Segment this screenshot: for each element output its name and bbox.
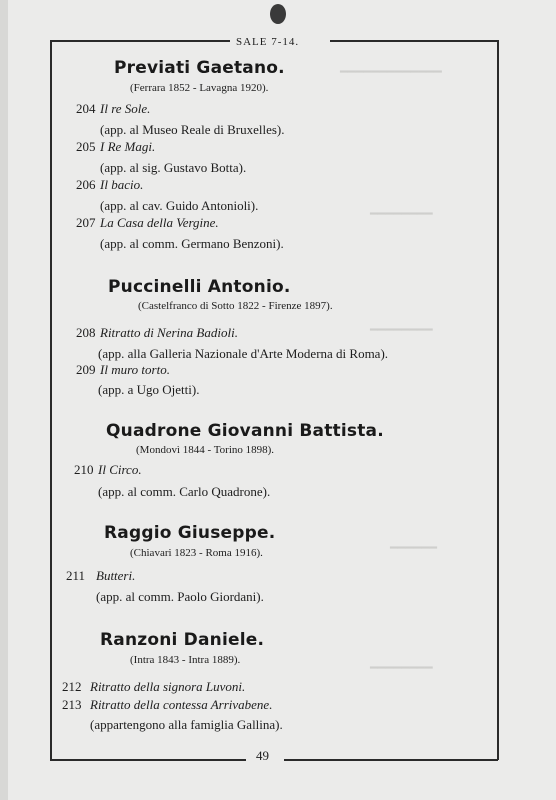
work-entry xyxy=(62,697,272,713)
artist-dates: (Intra 1843 - Intra 1889). xyxy=(130,654,241,666)
artist-name: Quadrone Giovanni Battista. xyxy=(106,421,384,441)
catalog-number: 213 xyxy=(62,697,82,712)
artist-dates: (Chiavari 1823 - Roma 1916). xyxy=(130,547,263,559)
work-title: Il bacio. xyxy=(100,177,144,192)
catalog-number: 212 xyxy=(62,679,82,694)
artist-name: Raggio Giuseppe. xyxy=(104,523,276,543)
bleed-through-text: ━━━━━━━━━━━━━ xyxy=(340,64,442,79)
page-spine xyxy=(0,0,8,800)
work-title: I Re Magi. xyxy=(100,139,156,154)
work-title: Butteri. xyxy=(96,568,136,583)
artist-dates: (Castelfranco di Sotto 1822 - Firenze 1897). xyxy=(138,300,333,312)
work-title: Ritratto di Nerina Badioli. xyxy=(100,325,238,340)
catalog-number: 209 xyxy=(76,362,96,377)
work-title: Il muro torto. xyxy=(100,362,170,377)
frame-right-rule xyxy=(497,40,499,760)
artist-dates: (Mondovì 1844 - Torino 1898). xyxy=(136,444,275,456)
work-entry xyxy=(76,325,238,341)
work-owner: (appartengono alla famiglia Gallina). xyxy=(90,717,283,732)
work-title: Il re Sole. xyxy=(100,101,151,116)
work-owner: (app. alla Galleria Nazionale d'Arte Moderna di Roma). xyxy=(98,346,389,361)
page-header: SALE 7-14. xyxy=(236,36,300,48)
work-owner: (app. al comm. Paolo Giordani). xyxy=(96,589,264,604)
catalog-number: 205 xyxy=(76,139,96,154)
work-entry xyxy=(74,462,142,478)
artist-name: Ranzoni Daniele. xyxy=(100,630,265,650)
catalog-number: 206 xyxy=(76,177,96,192)
work-entry xyxy=(76,101,150,117)
page-number: 49 xyxy=(256,748,269,763)
catalog-number: 211 xyxy=(66,568,86,583)
work-entry xyxy=(62,679,245,695)
bleed-through-text: ━━━━━━ xyxy=(390,540,437,555)
work-owner: (app. a Ugo Ojetti). xyxy=(98,382,200,397)
catalog-number: 207 xyxy=(76,215,96,230)
frame-bottom-right-rule xyxy=(284,759,498,761)
catalog-number: 204 xyxy=(76,101,96,116)
frame-top-right-rule xyxy=(330,40,498,42)
bleed-through-text: ━━━━━━━━ xyxy=(370,660,433,675)
frame-left-rule xyxy=(50,40,52,760)
work-owner: (app. al cav. Guido Antonioli). xyxy=(100,198,259,213)
work-owner: (app. al comm. Carlo Quadrone). xyxy=(98,484,271,499)
frame-bottom-left-rule xyxy=(50,759,246,761)
work-entry xyxy=(76,215,219,231)
bleed-through-text: ━━━━━━━━ xyxy=(370,322,433,337)
work-owner: (app. al comm. Germano Benzoni). xyxy=(100,236,284,251)
frame-top-left-rule xyxy=(50,40,230,42)
ornament-dot xyxy=(270,4,286,24)
work-entry xyxy=(76,139,155,155)
catalog-number: 210 xyxy=(74,462,94,477)
work-owner: (app. al Museo Reale di Bruxelles). xyxy=(100,122,285,137)
work-title: Ritratto della contessa Arrivabene. xyxy=(90,697,273,712)
bleed-through-text: ━━━━━━━━ xyxy=(370,206,433,221)
artist-name: Puccinelli Antonio. xyxy=(108,277,291,297)
work-entry xyxy=(76,177,143,193)
work-title: Il Circo. xyxy=(98,462,142,477)
work-entry xyxy=(66,568,135,584)
work-entry xyxy=(76,362,170,378)
artist-dates: (Ferrara 1852 - Lavagna 1920). xyxy=(130,82,269,94)
catalog-number: 208 xyxy=(76,325,96,340)
work-owner: (app. al sig. Gustavo Botta). xyxy=(100,160,247,175)
work-title: La Casa della Vergine. xyxy=(100,215,219,230)
work-title: Ritratto della signora Luvoni. xyxy=(90,679,246,694)
artist-name: Previati Gaetano. xyxy=(114,58,285,78)
